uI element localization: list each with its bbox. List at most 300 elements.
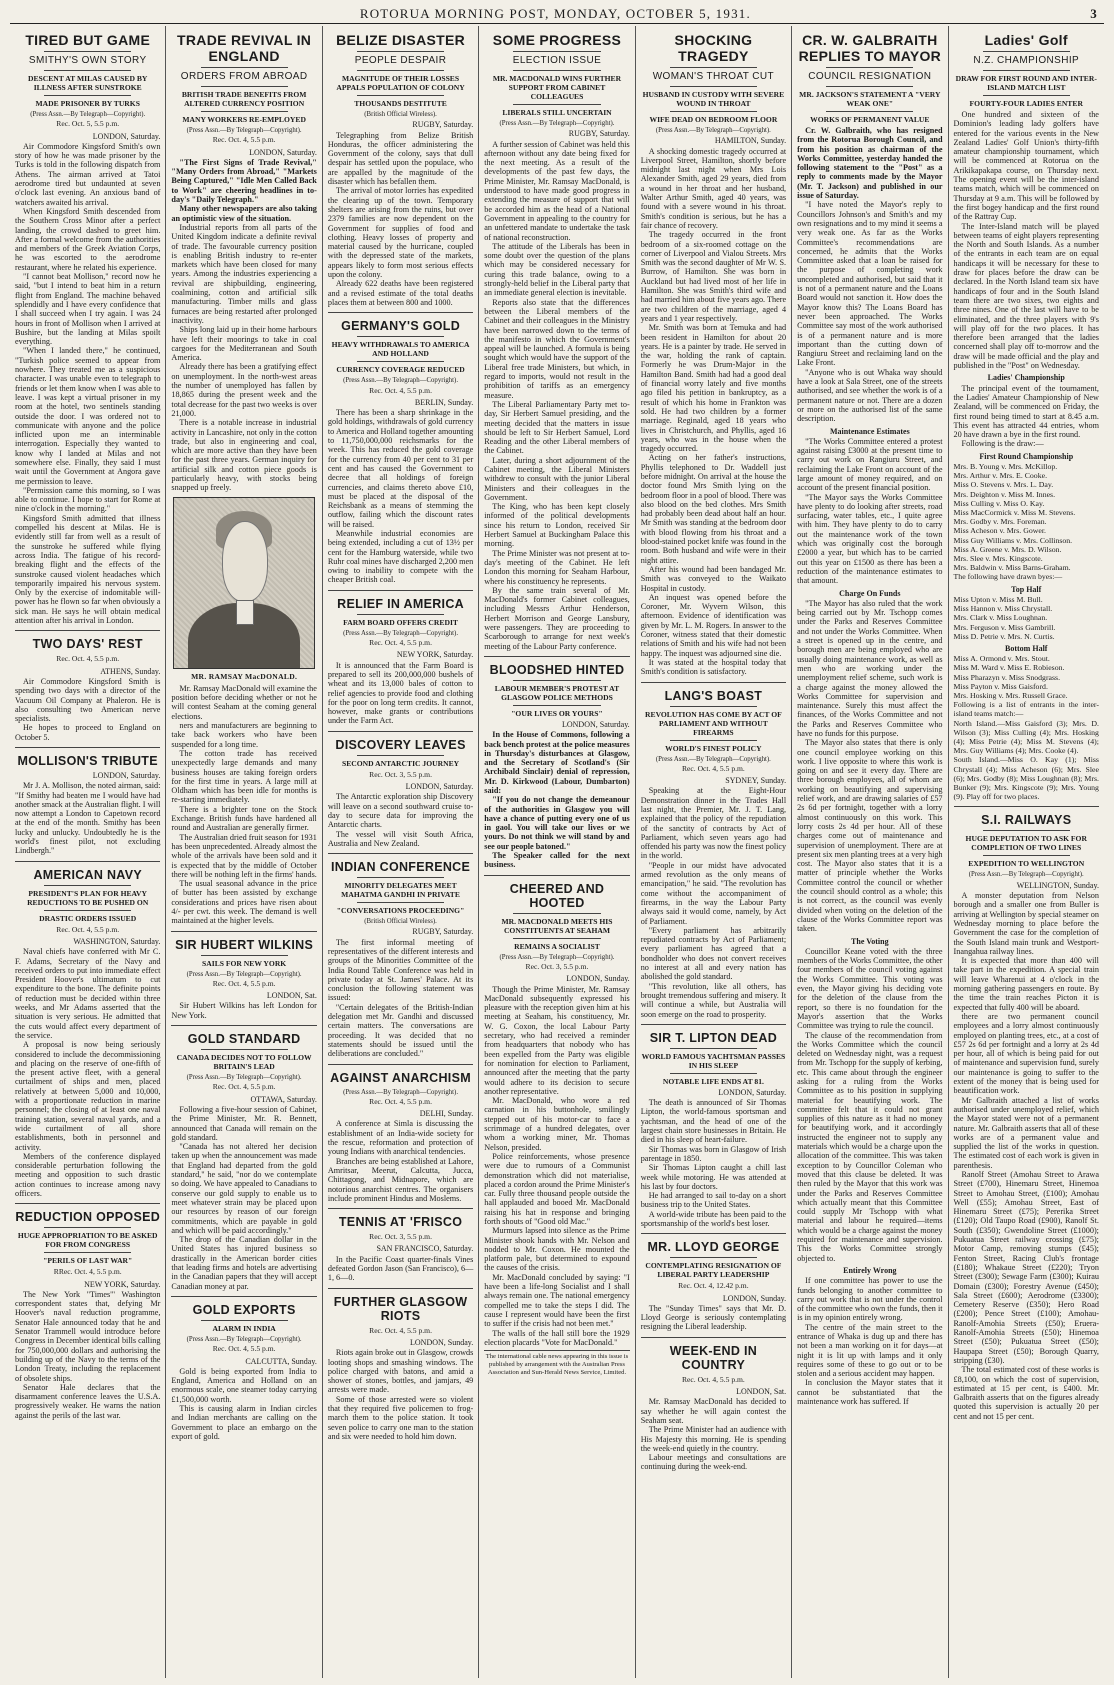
dateline: DELHI, Sunday. <box>419 1109 474 1119</box>
deck-secondary: WORKS OF PERMANENT VALUE <box>810 115 930 124</box>
paragraph: Already there has been a gratifying effect on unemployment. In the north-west areas the number of unemployed has fallen by 18,865 during the present week and the total decrease for the past two weeks is over 21,000. <box>171 362 317 418</box>
headline-rule <box>201 67 288 68</box>
article-body <box>328 408 473 585</box>
column-7 <box>949 26 1104 1678</box>
dateline: LONDON, Saturday. <box>718 1087 787 1097</box>
paragraph: Reports also state that the differences between the Liberal members of the Cabinet and their colleagues in the Ministry have been narrowed down to the terms of the manifesto in which the Government's appeal will be launched. A formula is being sought which would have the support of the Liberal free trade Ministers, but which, in regard to imports, would not result in the prohibition of tariffs as an emergency measure. <box>484 297 630 400</box>
masthead <box>10 4 1104 24</box>
column-4 <box>479 26 635 1678</box>
article <box>641 32 786 677</box>
headline-rule <box>201 86 288 87</box>
paragraph: A proposal is now being seriously considered to include the decommissioning and placing on the reserve of one-fifth of the present active fleet, with a general curtailment of ships and men, placed relatively at between 5,000 and 10,000, with a proportionate reduction in marine personnel; the closing of at least one naval training station, several naval yards, and a wide curtailment of all shore establishments, both in personnel and activity. <box>15 1040 161 1152</box>
dateline: HAMILTON, Sunday. <box>714 136 787 146</box>
paragraph: The Australian dried fruit season for 1931 has been unprecedented. Already almost the whole of the arrivals have been sold and it is expected that by the middle of October there will be nothing left in the firms' hands. <box>171 832 317 879</box>
masthead-title: ROTORUA MORNING POST, MONDAY, OCTOBER 5, 1931. <box>359 6 751 21</box>
paragraph: Labour meetings and consultations are continuing during the week-end. <box>640 1453 787 1472</box>
article <box>641 682 786 1019</box>
headline-rule <box>983 95 1070 96</box>
article <box>328 32 473 307</box>
deck-secondary: MANY WORKERS RE-EMPLOYED <box>182 115 306 124</box>
newspaper-page <box>10 4 1104 1680</box>
article-body <box>15 947 160 1198</box>
paragraph: "People in our midst have advocated armed revolution as the only means of emancipation," he said. "The revolution has come without the accompaniment of firearms, in the way the Labour Party always said it would come, namely, by Act of Parliament. <box>640 860 787 926</box>
article-body <box>954 891 1099 1421</box>
press-credit: (Press Assn.—By Telegraph—Copyright). <box>499 953 615 961</box>
headline: TIRED BUT GAME <box>25 32 151 48</box>
headline-rule <box>983 70 1070 71</box>
article <box>15 1203 160 1420</box>
headline-rule <box>201 955 288 956</box>
paragraph: It is announced that the Farm Board is prepared to sell its 200,000,000 bushels of wheat and its 13,000 bales of cotton to relief agencies to provide food and clothing for the poor on long term credits. It cannot, however, make grants or contributions under the Farm Act. <box>327 660 474 726</box>
received-time: Rec. Oct. 4, 5.5 p.m. <box>369 638 432 648</box>
paragraph: "Anyone who is out Whaka way should have a look at Sala Street, one of the streets authorised, and see whether the work is of a permanent nature or not. There are a dozen or more on the authorised list of the same description. <box>797 367 943 424</box>
draw-item: The following have drawn byes:— <box>953 572 1063 582</box>
paragraph: He hopes to proceed to England on October 5. <box>15 723 161 742</box>
dateline: LONDON, Sunday. <box>410 1337 474 1347</box>
dateline: LONDON, Sat. <box>266 991 317 1001</box>
paragraph: Sir Thomas Lipton caught a chill last week while motoring. He was attended at his last by four doctors. <box>640 1163 787 1191</box>
paragraph: Kingsford Smith admitted that illness compelled his descent at Milas. He is evidently still far from well as a result of the sunstroke he suffered while flying across India. The fatigue of his record-breaking flight and the effects of the sunstroke caused violent headaches which temporarily impaired his nervous system. Only by the exercise of indomitable will-power has he flown so far when obviously a sick man. He says he will obtain medical attention after his arrival in London. <box>15 513 161 626</box>
paragraph: "Permission came this morning, so I was able to continue. I hope to start for Rome at nine o'clock in the morning." <box>15 485 161 514</box>
draw-item: Mrs. Arthur v. Mrs. E. Cooke. <box>953 471 1048 481</box>
section-subhead: Charge On Funds <box>839 588 901 598</box>
paragraph: Ships long laid up in their home harbours have left their moorings to take in coal cargoes for the Mediterranean and South America. <box>171 325 317 363</box>
paragraph: There has been a sharp shrinkage in the gold holdings, withdrawals of gold currency to America and Holland together amounting to 11,750,000,000 reichsmarks for the week. This has reduced the gold coverage for the currency from 40 per cent to 31 per cent and has caused the Government to decree that all holdings of foreign currencies, and claims thereto above £10, must be placed at the disposal of the Reichsbank as a means of stemming the outflow, failing which the discount rates will be raised. <box>327 408 474 529</box>
article <box>15 32 160 625</box>
paragraph: Though the Prime Minister, Mr. Ramsay MacDonald subsequently expressed his pleasure with the reception given him at his meeting at Seaham, his constituency, Mr. W. G. Coxon, the local Labour Party secretary, who had received a reminder from headquarters that nobody who has been expelled from the Party was eligible for nomination for election to Parliament, announced after the meeting that the party would adhere to its decision to secure another representative. <box>484 984 630 1096</box>
headline: AGAINST ANARCHISM <box>330 1070 471 1085</box>
article-body <box>328 792 473 848</box>
paragraph: Mr. Ramsay MacDonald has decided to say whether he will again contest the Seaham seat. <box>640 1397 787 1425</box>
received-time: Rec. Oct. 4, 5.5 p.m. <box>56 924 120 934</box>
received-time: Rec. Oct. 4, 5.5 p.m. <box>212 1082 276 1092</box>
headline-rule <box>513 913 600 914</box>
article <box>484 32 629 651</box>
press-credit: (Press Assn.—By Telegraph—Copyright). <box>186 1074 302 1082</box>
press-credit: (British Official Wireless). <box>364 918 437 926</box>
headline-rule <box>201 1049 288 1050</box>
press-credit: (Press Assn.—By Telegraph—Copyright). <box>186 1335 302 1343</box>
deck-secondary: WIFE DEAD ON BEDROOM FLOOR <box>649 115 778 124</box>
article-body <box>641 786 786 1018</box>
deck-secondary: "OUR LIVES OR YOURS" <box>511 708 603 718</box>
article-body <box>15 781 160 855</box>
bold-paragraph: "If you do not change the demeanour of the authorities in Glasgow you will have a chance of putting every one of us in gaol. You will take our lives or we yours. Do not think we will stand by and see our people batoned." <box>484 795 630 851</box>
article-body <box>15 1290 160 1420</box>
paragraph: The principal event of the tournament, the Ladies' Amateur Championship of New Zealand, will be commenced on Friday, the first round being timed to start at 8.45 a.m. This event has attracted 44 entries, whom 20 have drawn a bye in the first round. <box>953 383 1099 440</box>
paragraph: Branches are being established at Lahore, Amritsar, Meerut, Calcutta, Jucca, Chittagong, and Midnapore, which are notorious anarchist centres. The organisers include prominent Hindus and Moslems. <box>327 1156 474 1203</box>
paragraph: One hundred and sixteen of the Dominion's leading lady golfers have entered for the various events in the New Zealand Ladies' Golf Union's thirty-fifth amateur championship tournament, which will be commenced at Rotorua on the Arikikapakapa course, on Thursday next. The opening event will be the inter-island teams match, which will be commenced on Thursday at 9 a.m. This will be followed by the first bogey handicap and the first round of the Rattray Cup. <box>953 110 1099 222</box>
paragraph: there are two permanent council employees and a lorry almost continuously employed on planting trees, etc., at a cost of £57 2s 6d per fortnight and a lorry at 2s 4d per hour, all of which is being paid for out of maintenance and supervision fund, surely our maintenance is going to suffer to the extent of the money that is being used for beautification work. <box>953 1011 1099 1096</box>
press-credit: (Press Assn.—By Telegraph—Copyright). <box>186 970 302 978</box>
draw-item: Miss O. Stevens v. Mrs. L. Day. <box>953 480 1054 490</box>
subheadline: WOMAN'S THROAT CUT <box>652 71 775 82</box>
article-body <box>797 947 942 1263</box>
received-time: RRec. Oct. 4, 5.5 p.m. <box>53 1267 122 1277</box>
paragraph: The centre of the main street to the entrance of Whaka is dug up and there has not been a man working on it for days—at night it is lit up with lamps and it only requires some of these to go out or to be stolen and a serious accident may happen. <box>797 1322 943 1379</box>
headline: DISCOVERY LEAVES <box>335 737 466 752</box>
draw-item: Miss Guy Williams v. Mrs. Collinson. <box>953 535 1073 545</box>
article <box>641 1233 786 1331</box>
paragraph: In conclusion the Mayor states that it cannot be substantiated that the maintenance work has suffered. If <box>797 1378 943 1407</box>
page-number: 3 <box>1090 6 1098 21</box>
paragraph: A world-wide tribute has been paid to the sportsmanship of the world's best loser. <box>640 1209 787 1228</box>
headline-rule <box>44 51 131 52</box>
paragraph: "I have noted the Mayor's reply to Councillors Johnson's and Smith's and my own resignations and to my mind it seems a very weak one. As far as the Works Committee's recommendations are concerned, he admits that the Works Committee asked that a loan be raised for the purpose of completing work uncompleted and authorised, but said that it is not of a permanent nature and the Loans Board would not sanction it. How does the Mayor know this? The Loans Board has never been approached. The Works Committee say most of the work authorised is of a permanent nature and is more important than the cutting down of Rangiuru Street and reclaiming land on the Lake Front. <box>797 200 943 368</box>
received-time: Rec. Oct. 4, 5.5 p.m. <box>212 135 276 145</box>
headline-rule <box>357 51 444 52</box>
deck-secondary: MADE PRISONER BY TURKS <box>35 99 140 108</box>
headline: GOLD EXPORTS <box>192 1302 296 1317</box>
article-body <box>171 158 316 223</box>
draw-item: Miss D. Petrie v. Mrs. N. Curtis. <box>953 631 1055 641</box>
paragraph: The walls of the hall still bore the 1929 election placards "Vote for MacDonald." <box>484 1328 630 1347</box>
article <box>171 931 316 1020</box>
paragraph: A conference at Simla is discussing the establishment of an India-wide society for the rescue, reformation and protection of young Indians with anarchical tendencies. <box>327 1119 474 1157</box>
subheadline: COUNCIL RESIGNATION <box>808 71 932 82</box>
deck: MINORITY DELEGATES MEET MAHATMA GANDHI IN PRIVATE <box>341 881 460 900</box>
dateline: SAN FRANCISCO, Saturday. <box>376 1244 474 1254</box>
paragraph: Air Commodore Kingsford Smith's own story of how he was made prisoner by the Turks is told in the following dispatch from Athens. The airman arrived at Tatoi aerodrome tired but undaunted at seven o'clock last evening. An anxious band of watchers awaited his arrival. <box>15 141 161 207</box>
draw-item: Mrs. Ferguson v. Miss Gambrill. <box>953 622 1056 632</box>
dateline: NEW YORK, Saturday. <box>84 1279 161 1289</box>
article-body <box>328 1348 473 1441</box>
headline: SIR T. LIPTON DEAD <box>649 1030 778 1045</box>
column-3 <box>323 26 479 1678</box>
bold-paragraph: The Speaker called for the next business. <box>484 851 630 870</box>
paragraph: Gold is being exported from India to England, America and Holland on an enormous scale, one steamer today carrying £1,500,000 worth. <box>171 1366 317 1404</box>
headline-rule <box>826 111 913 112</box>
press-credit: (Press Assn.—By Telegraph—Copyright). <box>343 1088 459 1096</box>
headline-rule <box>513 705 600 706</box>
paragraph: The Liberal Parliamentary Party met to-day, Sir Herbert Samuel presiding, and the meeting decided that the matters in issue should be left to Sir Herbert Samuel, Lord Reading and the other Liberal members of the Cabinet. <box>484 399 630 456</box>
draw-item: South Island.—Miss O. Kay (1); Miss Chrystall (4); Miss Acheson (6); Mrs. Slee (6); Mrs. Godby (8); Miss Loughnan (8); Mrs. Bunker (9); Mrs. Kingscote (9); Mrs. Young (9). Play off for two places. <box>953 755 1099 802</box>
deck-secondary: WORLD'S FINEST POLICY <box>665 743 762 753</box>
headline: SHOCKING TRAGEDY <box>674 32 753 64</box>
section-subhead: Bottom Half <box>1005 643 1048 653</box>
article-body <box>171 1367 316 1441</box>
received-time: Rec. Oct. 4, 5.5 p.m. <box>212 978 276 988</box>
headline-rule <box>670 67 757 68</box>
draw-item: North Island.—Miss Gaisford (3); Mrs. D. Wilson (3); Miss Culling (4); Mrs. Hosking (4); Miss Petrie (4); Miss M. Stevens (4); Mrs. Guy Williams (4); Mrs. Cooke (4). <box>953 718 1099 756</box>
headline-rule <box>357 361 444 362</box>
received-time: Rec. Oct. 4, 5.5 p.m. <box>369 1325 432 1335</box>
headline-rule <box>670 740 757 741</box>
bold-paragraph: "The First Signs of Trade Revival," "Many Orders from Abroad," "Markets Being Captured," "Idle Men Called Back to Work" are cheering headlines in to-day's "Daily Telegraph." <box>171 157 317 205</box>
paragraph: The Inter-Island match will be played between teams of eight players representing the North and South Islands. As a number of the entrants in each team are on equal handicaps it will be necessary for these to draw for places before the draw can be declared. In the North Island team six have handicaps of four and in the South Island team there are two sixes, two eights and three nines. One of the last will have to be eliminated, and the three players with 9's will play off for the two places. It has therefore been arranged that the ladies concerned shall play off to-morrow and the draw will be made official and the play and published in the "Post" on Wednesday. <box>953 221 1099 371</box>
deck: SAILS FOR NEW YORK <box>202 958 287 968</box>
dateline: LONDON, Sunday. <box>566 974 630 984</box>
paragraph: Later, during a short adjournment of the Cabinet meeting, the Liberal Ministers withdrew to consult with the junior Liberal Ministers and their colleagues in the Government. <box>484 455 630 502</box>
headline: WEEK-END IN COUNTRY <box>669 1343 758 1372</box>
headline-rule <box>826 67 913 68</box>
paragraph: Telegraphing from Belize British Honduras, the officer administering the Government of the colony, says that dull despair has settled upon the populace, who are appalled by the magnitude of the disaster which has befallen them. <box>327 130 474 187</box>
photo-head <box>222 521 269 601</box>
paragraph: There is a brighter tone on the Stock Exchange. British funds have hardened all round and Australian are generally firmer. <box>171 804 317 833</box>
headline-rule <box>513 104 600 105</box>
headline-rule <box>201 111 288 112</box>
press-credit: (Press Assn.—By Telegraph—Copyright). <box>186 127 302 134</box>
dateline: WASHINGTON, Saturday. <box>73 936 161 946</box>
headline-rule <box>357 336 444 337</box>
deck-secondary: THOUSANDS DESTITUTE <box>354 99 447 108</box>
article-body <box>484 140 629 651</box>
headline-rule <box>670 86 757 87</box>
dateline: LONDON, Sunday. <box>722 1293 787 1303</box>
paragraph: A shocking domestic tragedy occurred at Liverpool Street, Hamilton, shortly before midnight last night when Mrs Lois Alexander Smith, aged 29 years, died from a wound in her throat and her husband, Walter Arthur Smith, aged 40 years, was found with a severe wound in his throat. Smith's condition is serious, but he has a fair chance of recovery. <box>640 146 787 230</box>
section-subhead: Top Half <box>1011 584 1042 594</box>
article-body <box>171 1001 316 1020</box>
headline-rule <box>513 51 600 52</box>
article <box>797 32 942 1406</box>
dateline: LONDON, Sat. <box>736 1387 787 1397</box>
headline: SOME PROGRESS <box>492 32 622 48</box>
paragraph: Police reinforcements, whose presence were due to rumours of a Communist demonstration which did not materialise, placed a cordon around the Prime Minister's car. Fully three thousand people outside the hall applauded and booed Mr. MacDonald raising his hat in response and bringing forth shouts of "Good old Mac." <box>484 1151 630 1226</box>
column-2 <box>166 26 322 1678</box>
article-body <box>954 384 1099 449</box>
paragraph: Riots again broke out in Glasgow, crowds looting shops and smashing windows. The police charged with batons, and amid a shower of stones, bottles, and jamjars, 49 arrests were made. <box>327 1348 474 1395</box>
headline-rule <box>44 95 131 96</box>
draw-item: Mrs. Hosking v. Mrs. Russell Grace. <box>953 691 1068 701</box>
article <box>15 747 160 856</box>
article <box>954 32 1099 801</box>
dateline: NEW YORK, Saturday. <box>396 650 474 660</box>
subheadline: N.Z. CHAMPIONSHIP <box>973 55 1080 66</box>
headline: TENNIS AT 'FRISCO <box>338 1215 463 1230</box>
deck: HUGE APPROPRIATION TO BE ASKED FOR FROM CONGRESS <box>17 1231 158 1250</box>
columns <box>10 26 1104 1678</box>
article-body <box>797 437 942 586</box>
deck: CONTEMPLATING RESIGNATION OF LIBERAL PARTY LEADERSHIP <box>645 1261 782 1280</box>
press-credit: (Press Assn.—By Telegraph—Copyright). <box>343 377 459 385</box>
deck: MAGNITUDE OF THEIR LOSSES APPALS POPULATION OF COLONY <box>336 74 465 92</box>
headline: MR. LLOYD GEORGE <box>647 1240 780 1255</box>
headline-rule <box>44 885 131 886</box>
headline: RELIEF IN AMERICA <box>337 596 464 611</box>
headline-rule <box>357 902 444 903</box>
column-1 <box>10 26 166 1678</box>
dateline: RUGBY, Saturday. <box>568 129 630 139</box>
photo-caption: MR. RAMSAY MacDONALD. <box>191 671 298 681</box>
article-body <box>171 223 316 493</box>
paragraph: The usual seasonal advance in the price of butter has been assisted by exchange considerations and prices have risen about 4/- per cwt. this week. The demand is well maintained at the higher levels. <box>171 879 317 926</box>
headline-rule <box>201 1320 288 1321</box>
draw-item: Miss Payton v. Miss Gaisford. <box>953 681 1048 691</box>
headline: GOLD STANDARD <box>187 1032 301 1047</box>
deck: CANADA DECIDES NOT TO FOLLOW BRITAIN'S LEAD <box>176 1053 312 1072</box>
headline: FURTHER GLASGOW RIOTS <box>333 1294 468 1323</box>
headline-rule <box>513 680 600 681</box>
press-credit: (Press Assn.—By Telegraph—Copyright). <box>30 111 146 118</box>
headline-rule <box>670 1257 757 1258</box>
headline-rule <box>357 877 444 878</box>
headline: CR. W. GALBRAITH REPLIES TO MAYOR <box>798 32 942 64</box>
paragraph: Meanwhile industrial economies are being extended, including a cut of 13½ per cent for the Hamburg waterside, while two Ruhr coal mines have discharged 2,200 men owing to inability to compete with the cheaper British coal. <box>327 528 474 585</box>
article <box>641 1024 786 1228</box>
paragraph: Senator Hale declares that the disarmament conference leaves the U.S.A. progressively weaker. He warns the nation against the perils of the last war. <box>15 1382 161 1420</box>
headline-rule <box>826 86 913 87</box>
deck: HUSBAND IN CUSTODY WITH SEVERE WOUND IN THROAT <box>642 90 785 108</box>
paragraph: Following a five-hour session of Cabinet, the Prime Minister, Mr. R. Bennett, announced that Canada will remain on the gold standard. <box>171 1104 317 1142</box>
article-body <box>484 730 629 869</box>
paragraph: "The Mayor has also ruled that the work being carried out by Mr. Tschopp comes under the Parks and Reserves Committee and not under the Works Committee. When a street is opened up in the centre, and borough men are being employed who are usually doing maintenance work, as well as men who are working under the unemployment relief scheme, such work is a charge against the money allowed the Works Committee for supervision and maintenance. Surely this must affect the finances, of the Works Committee and not the Parks and Reserves Committee who have no funds for this purpose. <box>797 598 943 738</box>
headline-rule <box>44 1227 131 1228</box>
paragraph: By the same train several of Mr. MacDonald's former Cabinet colleagues, including Messrs Arthur Henderson, Herbert Morrison and George Lansbury, were passengers. They are proceeding to Scarborough to arrange for next week's meeting of the Labour Party conference. <box>484 585 630 651</box>
deck-secondary: REMAINS A SOCIALIST <box>514 941 600 951</box>
received-time: Rec. Oct. 4, 5.5 p.m. <box>212 1344 276 1354</box>
received-time: Rec. Oct. 3, 5.5 p.m. <box>525 961 589 971</box>
headline-rule <box>44 70 131 71</box>
received-time: Rec. Oct. 4, 5.5 p.m. <box>369 1096 432 1106</box>
draw-list <box>954 654 1099 801</box>
draw-item: Following is a list of entrants in the inter-island teams match:— <box>953 700 1099 719</box>
paragraph: An inquest was opened before the Coroner, Mr. Wyvern Wilson, this afternoon. Evidence of identification was given by Mr. L. M. Rogers. In answer to the Coroner, witness stated that their domestic relations of Smith and his wife had not been happy. The inquest was adjourned sine die. <box>640 592 787 658</box>
paragraph: There is a notable increase in industrial activity in Lancashire, not only in the cotton trade, but also in engineering and coal, which are more active than they have been for the past three years. German inquiry for artificial silk and cotton piece goods is particularly heavy, with stocks being snapped up freely. <box>171 418 317 493</box>
column-5 <box>636 26 792 1678</box>
bold-paragraph: In the House of Commons, following a back bench protest at the police measures in Thursday's disturbances at Glasgow, and the Secretary of Scotland's (Sir Archibald Sinclair) denial of repression, Mr. D. Kirkwood (Labour, Dumbarton) said: <box>484 730 630 795</box>
received-time: Rec. Oct. 4, 5.5 p.m. <box>56 654 120 664</box>
article <box>484 875 629 1377</box>
deck-secondary: LIBERALS STILL UNCERTAIN <box>502 108 612 117</box>
paragraph: This is causing alarm in Indian circles and Indian merchants are calling on the Government to place an embargo on the export of gold. <box>171 1403 317 1441</box>
paragraph: The cotton trade has received unexpectedly large demands and many business houses are taking foreign orders for the first time in years. A large mill at Oldham which has been idle for months is re-starting immediately. <box>171 748 317 805</box>
article-body <box>328 1119 473 1203</box>
draw-item: Miss M. Ward v. Miss E. Robieson. <box>953 663 1065 673</box>
paragraph: Mr. Ramsay MacDonald will examine the position before deciding whether or not he will contest Seaham at the coming general elections. <box>171 683 317 721</box>
headline-rule <box>983 855 1070 856</box>
article <box>328 1064 473 1204</box>
paragraph: The drop of the Canadian dollar in the United States has injured business so drastically in the American border cities that leading firms and hotels are advertising in the Canadian papers that they will accept Canadian money at par. <box>171 1235 317 1291</box>
dateline: CALCUTTA, Sunday. <box>245 1356 317 1366</box>
article-body <box>641 1397 786 1471</box>
article-body <box>15 142 160 625</box>
received-time: Rec. Oct. 3, 5.5 p.m. <box>369 769 432 779</box>
headline-rule <box>44 1252 131 1253</box>
article-body <box>484 985 629 1348</box>
headline-rule <box>670 1073 757 1074</box>
article-body <box>328 661 473 726</box>
headline: TWO DAYS' REST <box>32 637 143 652</box>
article <box>171 1025 316 1291</box>
bold-paragraph: Many other newspapers are also taking an optimistic view of the situation. <box>171 204 317 223</box>
paragraph: "Certain delegates of the British-Indian delegation met Mr. Gandhi and discussed certain matters. The conversations are proceeding. It was decided that no statements should be issued until the deliberations are concluded." <box>327 1002 474 1059</box>
headline: GERMANY'S GOLD <box>341 319 461 334</box>
deck: FARM BOARD OFFERS CREDIT <box>343 617 458 627</box>
article <box>171 1296 316 1441</box>
deck: MR. JACKSON'S STATEMENT A "VERY WEAK ONE" <box>799 90 941 108</box>
section-subhead: First Round Championship <box>979 451 1074 461</box>
dateline: LONDON, Saturday. <box>405 782 474 792</box>
paragraph: The Prime Minister was not present at to-day's meeting of the Cabinet. He left London this morning for Seaham Harbour, where his constituency he represents. <box>484 548 630 586</box>
dateline: WELLINGTON, Sunday. <box>1016 880 1099 890</box>
paragraph: In the Pacific Coast quarter-finals Vines defeated Gordon Jason (San Francisco), 6—1, 6—0. <box>327 1254 474 1283</box>
article <box>328 590 473 726</box>
press-credit: (British Official Wireless). <box>364 111 437 118</box>
headline-rule <box>670 111 757 112</box>
headline: SIR HUBERT WILKINS <box>175 937 314 952</box>
paragraph: Mr J. A. Mollison, the noted airman, said: "If Smithy had beaten me I would have had another smack at the Australian flight. I will now attempt a London to Capetown record at the end of the month. Smithy has been lucky and unlucky. Undoubtedly he is the world's finest pilot, not excluding Lindbergh." <box>15 781 161 856</box>
paragraph: The arrival of motor lorries has expedited the clearing up of the town. Temporary shelters are arising from the ruins, but over 2379 families are now dependent on the Government for supplies of food and clothing. Heavy losses of property and material caused by the hurricane, coupled with the depressed state of the markets, appears likely to form most serious effects upon the colony. <box>327 186 474 280</box>
paragraph: Sir Thomas was born in Glasgow of Irish parentage in 1850. <box>640 1144 787 1163</box>
paragraph: Ranolf Street (Amohau Street to Arawa Street (£700), Hinemaru Street, Hinemoa Street to Amohau Street, (£100); Amohau Well (£55); Amohau Street, East of Hinemaru Street (£75); Pererika Street (£120); Old Taupo Road (£900), Ranolf St. South (£350); Gwendoline Street (£1000); Pukuatua Street railway crossing (£75); Motor Camp, removing stumps (£45); Fenton Street, Racing Club's frontage (£180); Whakaue Street (£220); Tryon Street (£300); Sewage Farm (£300); Kuirau Domain (£300); Forestry Avenue (£450); Sala Street (£600); Aerodrome (£3300); Cemetery Reserve (£350); Hero Road (£200); Pence Street (£100); Amohau-Ranolf-Amohia Streets (£50); Eruera-Ranolf-Amohia Streets (£50); Hinemoa Street (£50); Pukuatua Street (£50); Haupapa Street (£50); Borough Quarry, stripping (£30). <box>953 1169 1099 1365</box>
deck: WORLD FAMOUS YACHTSMAN PASSES IN HIS SLEEP <box>641 1051 786 1070</box>
article <box>328 853 473 1058</box>
headline: S.I. RAILWAYS <box>981 813 1072 828</box>
deck-secondary: EXPEDITION TO WELLINGTON <box>968 859 1085 869</box>
headline: BELIZE DISASTER <box>336 32 466 48</box>
headline-rule <box>670 1048 757 1049</box>
paragraph: Already 622 deaths have been registered and a revised estimate of the total deaths places them at between 800 and 1000. <box>327 279 474 307</box>
article <box>171 32 316 926</box>
paragraph: ners and manufacturers are beginning to take back workers who have been suspended for a long time. <box>171 721 317 749</box>
headline: INDIAN CONFERENCE <box>330 860 471 875</box>
article <box>641 1337 786 1472</box>
paragraph: Murmurs lapsed into silence as the Prime Minister shook hands with Mr. Nelson and nodded to Mr. Coxon. He mounted the platform pale, but determined to expound the causes of the crisis. <box>484 1226 630 1273</box>
subheadline: ELECTION ISSUE <box>512 55 602 66</box>
draw-item: Mrs. Baldwin v. Miss Barns-Graham. <box>953 563 1071 573</box>
paragraph: Councillor Keane voted with the three members of the Works Committee, the other four members of the council voting against the Works Committee. This voting was even, the Mayor giving his deciding vote for the deletion of the clause from the report, so there is no foundation for the Mayor's assertion that the Works Committee was trying to rule the council. <box>797 946 943 1031</box>
paragraph: The "Sunday Times" says that Mr. D. Lloyd George is seriously contemplating resigning the Liberal leadership. <box>640 1303 787 1332</box>
paragraph: When Kingsford Smith descended from the Southern Cross Minor after a perfect landing, the crowd dashed to greet him. After a formal welcome from the authorities and members of the Greek Aviation Corps, he was escorted to the aerodrome restaurant, where he related his experience. <box>15 206 161 272</box>
paragraph: The Antarctic exploration ship Discovery will leave on a second southward cruise to-day to secure data for improving the Antarctic charts. <box>327 792 474 830</box>
section-subhead: Maintenance Estimates <box>829 426 910 436</box>
dateline: RUGBY, Saturday. <box>412 120 474 130</box>
article-body <box>171 1105 316 1291</box>
paragraph: Mr. MacDonald, who wore a red carnation in his buttonhole, smilingly stepped out of his motor-car to face a scrimmage of a hundred delegates, over whom a working miner, Mr. Thomas Nelson, presided. <box>484 1096 630 1152</box>
bold-paragraph: Cr. W. Galbraith, who has resigned from the Rotorua Borough Council, and from his position as chairman of the Works Committee, yesterday handed the following statement to the "Post" as a reply to comments made by the Mayor (Mr. T. Jackson) and published in our issue of Saturday. <box>797 126 943 201</box>
article-body <box>15 677 160 742</box>
deck-secondary: "PERILS OF LAST WAR" <box>43 1256 133 1266</box>
paragraph: A monster deputation from Nelson borough and a smaller one from Buller is arriving at Wellington by special steamer on Wednesday morning to place before the Government the case for the completion of the South Island main trunk and Westport-Inangahua railway lines. <box>953 891 1099 956</box>
paragraph: "The Works Committee entered a protest against raising £3000 at the present time to carry out work on Rangiuru Street, and reclaiming the Lake Front on account of the large amount of money required, and on account of the present financial position. <box>797 436 943 493</box>
article-body <box>954 110 1099 370</box>
paragraph: Mr. MacDonald concluded by saying: "I have been a life-long Socialist and I shall always remain one. The national emergency compelled me to take the steps I did. The cause I represent would have been the first to suffer if the crisis had not been met." <box>484 1272 630 1329</box>
paragraph: "When I landed there," he continued, "Turkish police seemed to appear from nowhere. They treated me as a suspicious character. I was unable even to telegraph to friends or let them know when I was able to leave. I was kept a virtual prisoner in my room at the hotel, two sentinels standing outside the door. I was ordered not to communicate with anyone and the police inflicted upon me an interminable interrogation. Especially they wanted to know why I landed at Milas and not somewhere else. Finally, they said I must wait until the Government at Angora gave me permission to leave. <box>15 346 161 486</box>
headline: MOLLISON'S TRIBUTE <box>17 754 158 768</box>
draw-list <box>954 462 1099 582</box>
section-subhead: Ladies' Championship <box>987 373 1065 383</box>
deck-secondary: CURRENCY COVERAGE REDUCED <box>336 365 465 375</box>
paragraph: "I cannot beat Mollison," record now he said, "but I intend to beat him in a return flight from England. The machine behaved splendidly and I have every confidence that I shall succeed when I try again. I was 24 hours in front of Mollison when I arrived at Bushire, but the landing at Milas spoilt everything. <box>15 272 161 347</box>
press-credit: (Press Assn.—By Telegraph—Copyright). <box>655 755 771 763</box>
draw-item: Miss Pharazyn v. Miss Snodgrass. <box>953 672 1061 682</box>
article-body <box>641 1098 786 1228</box>
paragraph: Speaking at the Eight-Hour Demonstration dinner in the Trades Hall last night, the Premier, Mr. J. T. Lang, explained that the policy of the repudiation of the sanctity of contracts by Act of Parliament, which seven years ago had offended his party was now the finest policy in the world. <box>640 786 787 861</box>
deck: BRITISH TRADE BENEFITS FROM ALTERED CURRENCY POSITION <box>181 90 307 108</box>
article <box>328 1208 473 1282</box>
paragraph: The total estimated cost of these works is £8,100, on which the cost of supervision, estimated at 15 per cent, is £400. Mr. Galbraith asserts that on the figures already quoted this supervision is actually 20 per cent and not 15 per cent. <box>953 1365 1099 1421</box>
headline-rule <box>357 614 444 615</box>
footnote: The international cable news appearing in this issue is published by arrangement with the Australian Press Association and Sun-Herald News Service, Limited. <box>484 1350 629 1377</box>
headline: AMERICAN NAVY <box>33 867 142 882</box>
paragraph: The Prime Minister had an audience with His Majesty this morning. He is spending the week-end quietly in the country. <box>640 1425 787 1453</box>
paragraph: The Mayor also states that there is only one council employee working on this work. I live opposite to where this work is going on and see it every day. There are three borough employees, all of whom are working on beautifying and supervising relief work, and are drawing salaries of £57 2s 6d per fortnight, together with a lorry almost continuously on this work. This lorry costs 2s 4d per hour. All of these charges come out of maintenance and supervision of unemployment. There are at present six men planting trees at a very high cost. The Mayor also states that it is a matter of principle whether the Works Committee control the council or whether the council should control as a whole; this is not correct, as the council was evenly divided when voting on the deletion of the clause of the Works Committee report was taken. <box>797 738 943 934</box>
headline-rule <box>357 755 444 756</box>
paragraph: Mr Galbraith attached a list of works authorised under unemployed relief, which the Mayor stated were not of a permanent nature. Mr. Galbraith asserts that all of these works are of a permanent value and supplied the list of the works in question. The estimated cost of each work is given in parenthesis. <box>953 1095 1099 1170</box>
paragraph: It was stated at the hospital today that Smith's condition is satisfactory. <box>640 657 787 677</box>
deck-secondary: NOTABLE LIFE ENDS AT 81. <box>662 1076 764 1086</box>
paragraph: After his wound had been bandaged Mr. Smith was conveyed to the Waikato Hospital in custody. <box>640 564 787 593</box>
headline-rule <box>44 910 131 911</box>
dateline: LONDON, Saturday. <box>92 131 161 141</box>
paragraph: The clause of the recommendation from the Works Committee which the council deleted on Wednesday night, was a request from Mr. Tschopp for the supply of kerbing, etc. This came about through the engineer asking for a ruling from the Works Committee as to his position in supplying material for beautifying work. The committee felt that it could not grant supplies of this nature as it had no money for beautifying work, and it accordingly instructed the engineer not to supply any materials which would be a charge upon the allocation of the committee. This was taken exception to by Councillor Coleman who moved that this clause be deleted. It was then ruled by the Mayor that this work was under the Parks and Reserves Committee which actually meant that this Committee could supply Mr Tschopp with what material and labour he required—items which would be a charge against the money required for maintenance and supervision. This the Works Committee strongly objected to. <box>797 1030 943 1263</box>
subheadline: ORDERS FROM ABROAD <box>180 71 308 82</box>
section-subhead: Entirely Wrong <box>843 1265 897 1275</box>
headline: BLOODSHED HINTED <box>489 662 625 677</box>
paragraph: The attitude of the Liberals has been in some doubt over the question of the plans which may be considered necessary for curing this trade balance, owing to a strongly-held belief in the Liberal party that an immediate general election is inevitable. <box>484 241 630 298</box>
portrait-photo <box>173 497 315 669</box>
dateline: LONDON, Saturday. <box>92 771 161 780</box>
